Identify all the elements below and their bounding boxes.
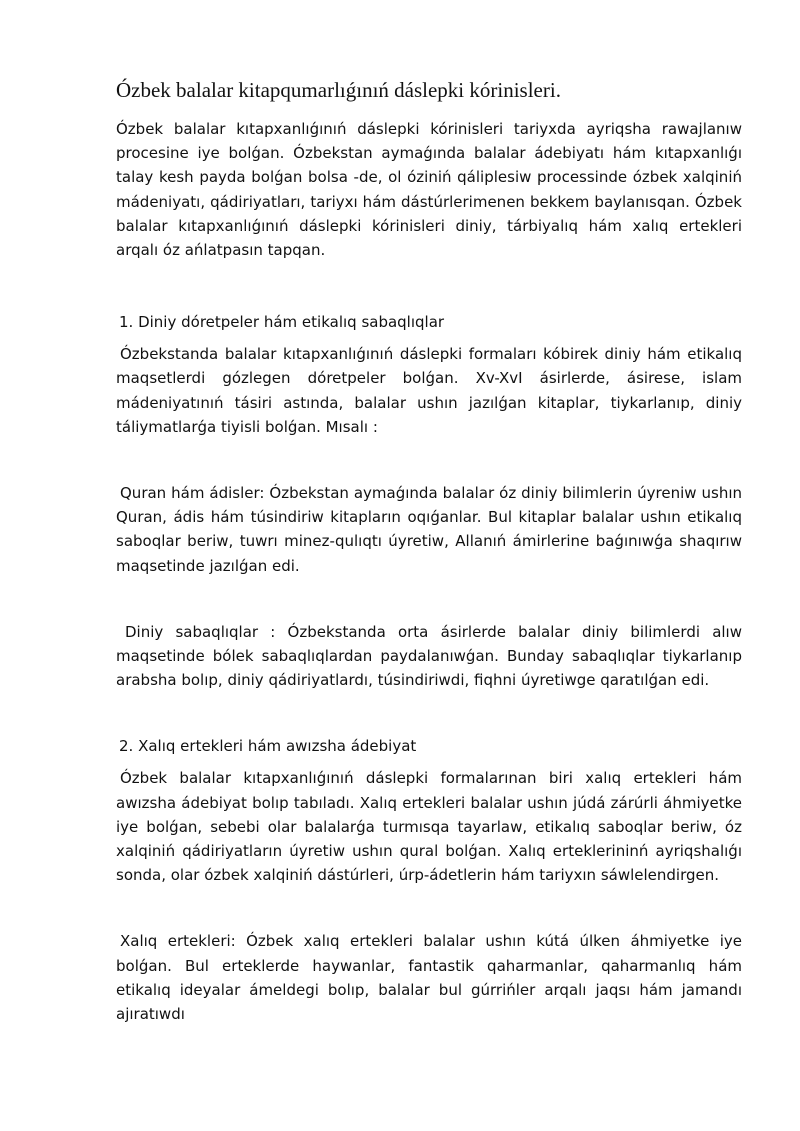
- section-1-paragraph: Ózbekstanda balalar kıtapxanlıǵınıń dáslepki formaları kóbirek diniy hám etikalıq maqsetlerdi gózlegen dóretpeler bolǵan. Xv-XvI ásirlerde, ásirese, islam mádeniyatınıń tásiri astında, balalar ushın jazılǵan kitaplar, tiykarlanıp, diniy táliymatlarǵa tiyisli bolǵan. Mısalı :: [116, 345, 742, 436]
- spacer: [116, 262, 742, 310]
- document-body: [116, 76, 742, 1026]
- spacer: [116, 887, 742, 929]
- diniy-lessons-paragraph: Diniy sabaqlıqlar : Ózbekstanda orta ásirlerde balalar diniy bilimlerdi alıw maqsetinde bólek sabaqlıqlardan paydalanıwǵan. Bunday sabaqlıqlar tiykarlanıp arabsha bolıp, diniy qádiriyatlardı, túsindiriwdi, fiqhni úyretiwge qaratılǵan edi.: [116, 622, 742, 690]
- section-2-heading: 2. Xalıq ertekleri hám awızsha ádebiyat: [119, 737, 417, 756]
- spacer: [116, 334, 742, 342]
- quran-paragraph: Quran hám ádisler: Ózbekstan aymaǵında balalar óz diniy bilimlerin úyreniw ushın Quran, ádis hám túsindiriw kitapların oqıǵanlar. Bul kitaplar balalar ushın etikalıq saboqlar beriw, tuwrı minez-qulıqtı úyretiw, Allanıń ámirlerine baǵınıwǵa shaqırıw maqsetinde jazılǵan edi.: [116, 484, 742, 575]
- spacer: [116, 758, 742, 766]
- section-1-heading: 1. Diniy dóretpeler hám etikalıq sabaqlıqlar: [119, 313, 445, 332]
- document-title: Ózbek balalar kitapqumarlıǵınıń dáslepki kórinisleri.: [116, 78, 561, 102]
- spacer: [116, 439, 742, 481]
- intro-paragraph: Ózbek balalar kıtapxanlıǵınıń dáslepki kórinisleri tariyxda ayriqsha rawajlanıw procesine iye bolǵan. Ózbekstan aymaǵında balalar ádebiyatı hám kıtapxanlıǵı talay kesh payda bolǵan bolsa -de, ol óziniń qáliplesiw processinde ózbek xalqiniń mádeniyatı, qádiriyatları, tariyxı hám dástúrlerimenen bekkem baylanısqan. Ózbek balalar kıtapxanlıǵınıń dáslepki kórinisleri diniy, tárbiyalıq hám xalıq ertekleri arqalı óz ańlatpasın tapqan.: [116, 120, 742, 260]
- folk-tales-paragraph: Xalıq ertekleri: Ózbek xalıq ertekleri balalar ushın kútá úlken áhmiyetke iye bolǵan. Bul erteklerde haywanlar, fantastik qaharmanlar, qaharmanlıq hám etikalıq ideyalar ámeldegi bolıp, balalar bul gúrrińler arqalı jaqsı hám jamandı ajıratıwdı: [116, 932, 742, 1024]
- spacer: [116, 692, 742, 734]
- spacer: [116, 578, 742, 620]
- section-2-paragraph: Ózbek balalar kıtapxanlıǵınıń dáslepki formalarınan biri xalıq ertekleri hám awızsha ádebiyat bolıp tabıladı. Xalıq ertekleri balalar ushın júdá zárúrli áhmiyetke iye bolǵan, sebebi olar balalarǵa turmısqa tayarlaw, etikalıq saboqlar beriw, óz xalqiniń qádiriyatların úyretiw ushın qural bolǵan. Xalıq erteklerininń ayriqshalıǵı sonda, olar ózbek xalqiniń dástúrleri, úrp-ádetlerin hám tariyxın sáwlelendirgen.: [116, 769, 742, 885]
